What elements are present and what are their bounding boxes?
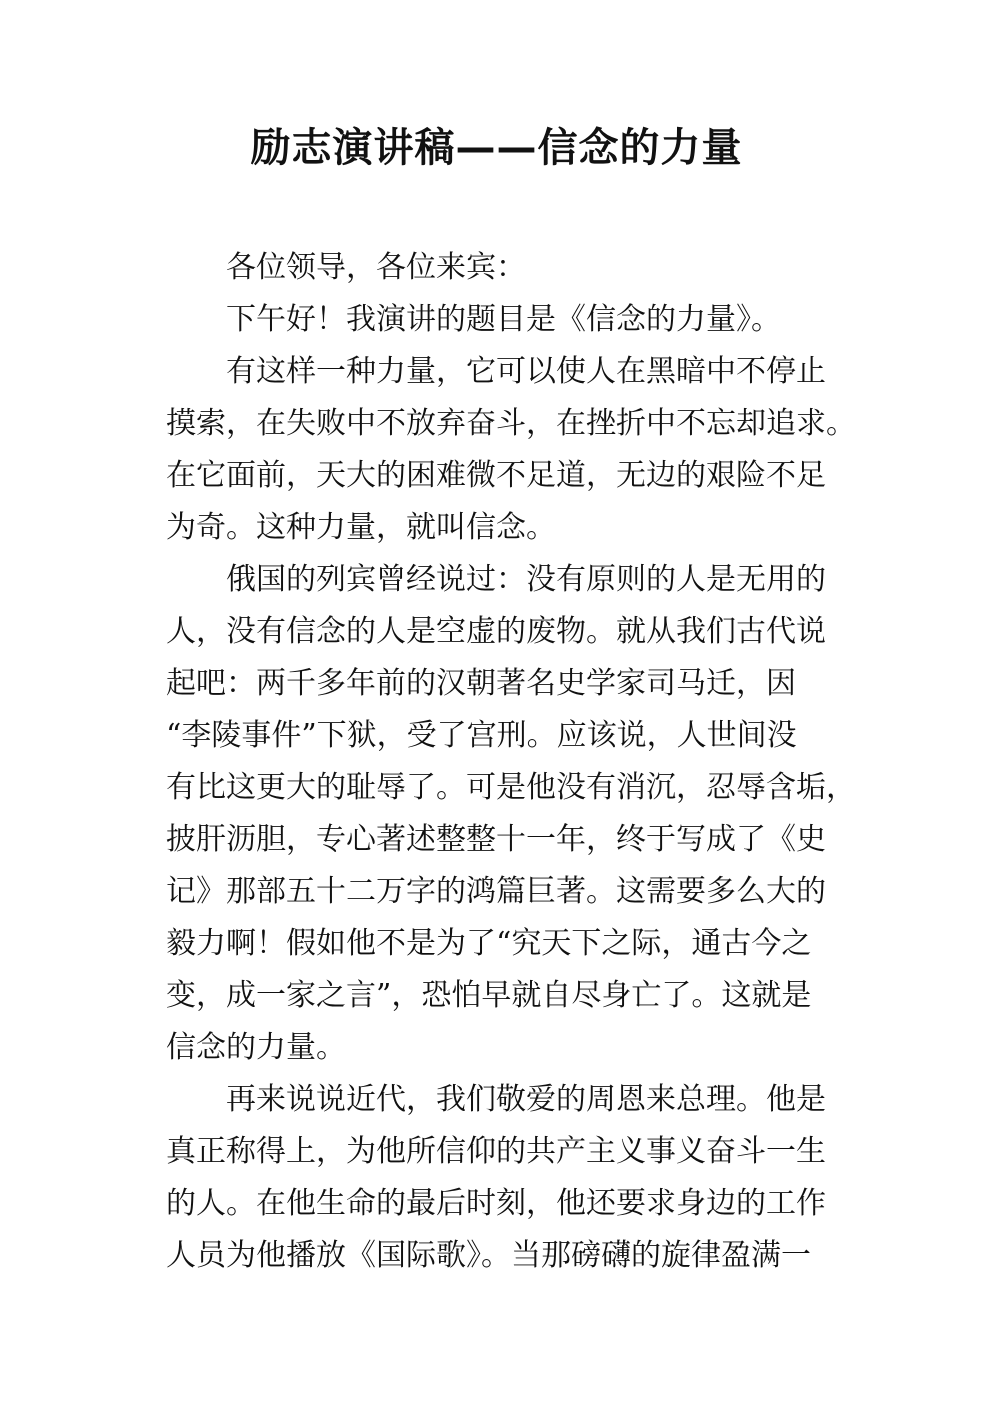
document-body [166, 242, 856, 1282]
text-line: 俄国的列宾曾经说过：没有原则的人是无用的 [226, 562, 826, 597]
text-line: 人员为他播放《国际歌》。当那磅礴的旋律盈满一 [166, 1238, 811, 1273]
text-line: 再来说说近代，我们敬爱的周恩来总理。他是 [226, 1082, 826, 1117]
text-line: 起吧：两千多年前的汉朝著名史学家司马迁，因 [166, 666, 796, 701]
text-line: 有比这更大的耻辱了。可是他没有消沉，忍辱含垢， [166, 770, 856, 805]
text-line: 各位领导，各位来宾： [226, 250, 526, 285]
text-line: 毅力啊！假如他不是为了“究天下之际，通古今之 [166, 926, 812, 961]
text-line: 记》那部五十二万字的鸿篇巨著。这需要多么大的 [166, 874, 826, 909]
text-line: 下午好！我演讲的题目是《信念的力量》。 [226, 302, 781, 337]
text-line: 信念的力量。 [166, 1030, 346, 1065]
text-line: 人，没有信念的人是空虚的废物。就从我们古代说 [166, 614, 826, 649]
text-line: 的人。在他生命的最后时刻，他还要求身边的工作 [166, 1186, 826, 1221]
text-line: 真正称得上，为他所信仰的共产主义事义奋斗一生 [166, 1134, 826, 1169]
text-line: 摸索，在失败中不放弃奋斗，在挫折中不忘却追求。 [166, 406, 856, 441]
text-line: 在它面前，天大的困难微不足道，无边的艰险不足 [166, 458, 826, 493]
text-line: 为奇。这种力量，就叫信念。 [166, 510, 556, 545]
text-line: “李陵事件”下狱，受了宫刑。应该说，人世间没 [166, 718, 797, 753]
text-line: 变，成一家之言”，恐怕早就自尽身亡了。这就是 [166, 978, 812, 1013]
text-line: 披肝沥胆，专心著述整整十一年，终于写成了《史 [166, 822, 826, 857]
text-line: 有这样一种力量，它可以使人在黑暗中不停止 [226, 354, 826, 389]
document-title: 励志演讲稿——信念的力量 [250, 125, 743, 171]
